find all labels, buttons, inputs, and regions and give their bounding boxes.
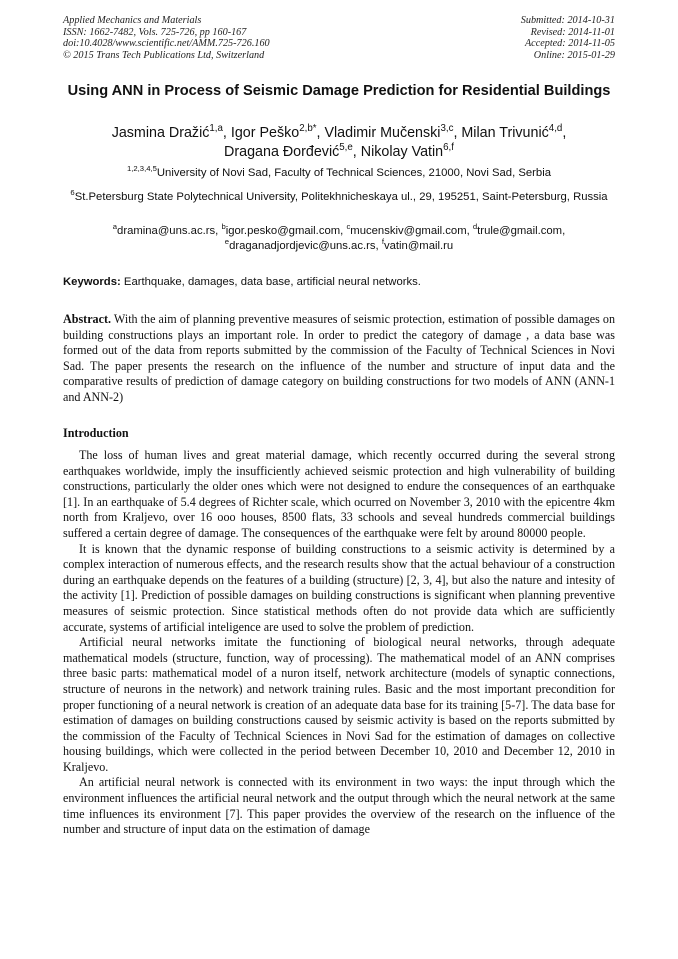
journal-name: Applied Mechanics and Materials	[63, 15, 202, 26]
date-online: Online: 2015-01-29	[533, 49, 615, 61]
keywords	[63, 275, 615, 289]
section-heading: Introduction	[63, 426, 129, 440]
affiliation-mark: 6	[70, 188, 75, 198]
author-affiliation-mark: 2,b*	[299, 123, 317, 135]
keywords-label: Keywords:	[63, 276, 121, 288]
affiliation-mark: 1,2,3,4,5	[127, 164, 157, 174]
author-affiliation-mark: 6,f	[443, 142, 454, 154]
journal-issn: ISSN: 1662-7482, Vols. 725-726, pp 160-167	[63, 26, 247, 38]
date-submitted: Submitted: 2014-10-31	[520, 15, 615, 26]
author-name: Vladimir Mučenski	[324, 125, 441, 141]
abstract-label: Abstract.	[63, 312, 112, 326]
submission-dates	[521, 15, 615, 61]
abstract	[63, 312, 615, 406]
body-paragraph: Artificial neural networks imitate the functioning of biological neural networks, through adequate mathematical models (structure, function, way of processing). The mathematical model of an ANN comprises three basic parts: mathematical model of a nuron itself, network architecture (models of synaptic connections, structure of neurons in the network) and network training rules. Basic and the most important precondition for proper functioning of a neural network is creation of an adequate data base for its training [5-7]. The data base for estimation of damages on building constructions caused by seismic activity is based on the reports submitted by the commission of the Faculty of Technical Sciences in Novi Sad for the estimation of damages on collective housing buildings, which were collected in the period between December 10, 2010 and December 12, 2010 in Kraljevo.	[63, 635, 615, 774]
email-link[interactable]: trule@gmail.com,	[477, 225, 566, 237]
author-affiliation-mark: 4,d	[548, 123, 563, 135]
body-paragraph: It is known that the dynamic response of building constructions to a seismic activity is determined by a complex interaction of numerous effects, and the research results show that the actual behaviour of a construction during an earthquake depends on the features of a building (structure) [2, 3, 4], but also the nature and intesity of the activity [1]. Prediction of possible damages on building constructions is significant when planning preventive measures of seismic protection. Since statistical methods often do not provide data which are sufficiently accurate, systems of artificial inteligence are used to solve the problem of prediction.	[63, 541, 615, 634]
affiliation-text: St.Petersburg State Polytechnical University, Politekhnicheskaya ul., 29, 195251, Saint-Petersburg, Russia	[74, 191, 608, 203]
author-list: Jasmina Dražić$^{1,a}$, Igor Peško$^{2,b*}$, Vladimir Mučenski$^{3,c}$, Milan Trivunić$^{4,d}$, Dragana Đorđević$^{5,e}$, Nikolay Vatin$^{6,f}$	[111, 123, 567, 160]
paper-title: Using ANN in Process of Seismic Damage Prediction for Residential Buildings	[67, 83, 611, 99]
keywords-text: Earthquake, damages, data base, artificial neural networks.	[123, 276, 421, 288]
journal-doi: doi:10.4028/www.scientific.net/AMM.725-726.160	[63, 38, 270, 50]
author-name: Dragana Đorđević	[224, 144, 340, 160]
email-mark: f	[381, 237, 384, 247]
email-link[interactable]: mucenskiv@gmail.com,	[350, 225, 470, 237]
author-name: Igor Peško	[230, 125, 300, 141]
author-affiliation-mark: 3,c	[440, 123, 454, 135]
body-paragraph: An artificial neural network is connected with its environment in two ways: the input through which the environment influences the artificial neural network and the output through which the neural network at the same time influences its environment [7]. This paper provides the overview of the research on the influence of the number and structure of input data on the estimation of damage	[63, 775, 615, 837]
author-affiliation-mark: 5,e	[339, 142, 353, 154]
email-link[interactable]: draganadjordjevic@uns.ac.rs,	[229, 240, 379, 252]
date-accepted: Accepted: 2014-11-05	[524, 38, 615, 50]
author-emails	[63, 224, 615, 254]
author-affiliation-mark: 1,a	[209, 123, 223, 135]
author-name: Jasmina Dražić	[111, 125, 210, 141]
journal-info	[63, 15, 270, 61]
author-name: Milan Trivunić	[461, 125, 549, 141]
email-mark: a	[112, 222, 118, 232]
affiliation-2	[63, 190, 615, 205]
affiliation-text: University of Novi Sad, Faculty of Technical Sciences, 21000, Novi Sad, Serbia	[156, 167, 551, 179]
email-mark: c	[346, 222, 351, 232]
date-revised: Revised: 2014-11-01	[530, 26, 615, 38]
introduction-body	[63, 448, 615, 838]
abstract-text: With the aim of planning preventive measures of seismic protection, estimation of possible damages on building constructions plays an important role. In order to predict the category of damage , a data base was formed out of the data from reports submitted by the commission of the Faculty of Technical Sciences in Novi Sad. The paper presents the research on the influence of the number and structure of input data and the comparative results of prediction of damage category on building constructions for two models of ANN (ANN-1 and ANN-2)	[63, 312, 615, 404]
email-mark: b	[221, 222, 226, 232]
email-link[interactable]: vatin@mail.ru	[383, 240, 454, 252]
email-mark: e	[224, 237, 230, 247]
body-paragraph: The loss of human lives and great material damage, which recently occurred during the several strong earthquakes worldwide, imply the insufficiently achieved seismic protection and high vulnerability of building constructions, particularly the older ones which were not designed to endure the consequences of an earthquake [1]. In an earthquake of 5.4 degrees of Richter scale, which ocurred on November 3, 2010 with the epicentre 4km north from Kraljevo, over 16 ooo houses, 8500 flats, 33 schools and seveal hundreds commercial buildings suffered a certain degree of damage. The consequences of the earthquake were felt by around 80000 people.	[63, 448, 615, 540]
email-link[interactable]: dramina@uns.ac.rs,	[117, 225, 219, 237]
journal-copyright: © 2015 Trans Tech Publications Ltd, Switzerland	[63, 49, 265, 61]
email-link[interactable]: igor.pesko@gmail.com,	[225, 225, 344, 237]
affiliation-1	[63, 166, 615, 181]
email-mark: d	[472, 222, 478, 232]
author-name: Nikolay Vatin	[360, 144, 444, 160]
